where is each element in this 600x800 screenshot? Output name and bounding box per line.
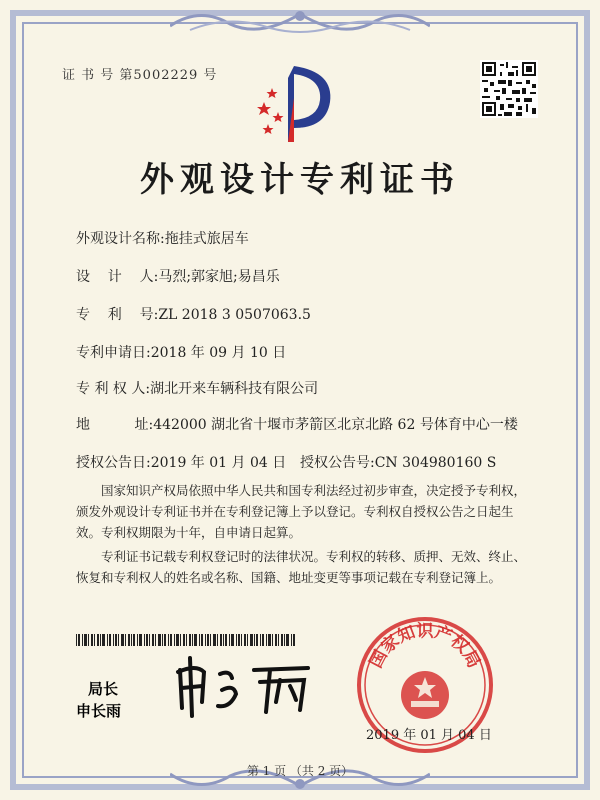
patent-office-logo-icon	[248, 58, 338, 148]
field-value: CN 304980160 S	[374, 455, 497, 471]
seal-date: 2019 年 01 月 04 日	[366, 728, 492, 743]
field-address	[76, 414, 518, 434]
top-ornament	[170, 4, 430, 38]
field-label: 授权公告号:	[300, 455, 375, 471]
field-value: 2018 年 09 月 10 日	[150, 345, 287, 361]
field-label: 专 利 权 人:	[76, 381, 151, 397]
director-title: 局长	[88, 680, 119, 698]
certificate-title: 外观设计专利证书	[140, 160, 460, 200]
field-value: 湖北开来车辆科技有限公司	[150, 381, 319, 397]
director-name: 申长雨	[76, 702, 122, 720]
field-grant-date	[76, 452, 286, 472]
certificate-number: 证 书 号 第5002229 号	[62, 68, 218, 83]
field-patent-number	[76, 304, 311, 324]
qr-code-icon	[480, 60, 538, 118]
field-designers	[76, 266, 280, 286]
field-filing-date	[76, 342, 286, 362]
notice-paragraph-1: 国家知识产权局依照中华人民共和国专利法经过初步审查，决定授予专利权，颁发外观设计专利证书并在专利登记簿上予以登记。专利权自授权公告之日起生效。专利权期限为十年，自申请日起算。	[76, 483, 527, 540]
field-value: 拖挂式旅居车	[164, 231, 249, 247]
notice-paragraph-2: 专利证书记载专利权登记时的法律状况。专利权的转移、质押、无效、终止、恢复和专利权人的姓名或名称、国籍、地址变更等事项记载在专利登记簿上。	[76, 549, 527, 585]
field-label: 授权公告日:	[76, 455, 151, 471]
barcode-icon	[76, 634, 296, 646]
director-signature-icon	[170, 650, 320, 720]
seal-text: 国家知识产权局	[366, 621, 484, 672]
field-value: 2019 年 01 月 04 日	[150, 455, 287, 471]
field-design-name	[76, 228, 249, 248]
field-label: 地 址:	[76, 417, 154, 433]
field-value: 马烈;郭家旭;易昌乐	[158, 269, 280, 285]
field-grant-number	[300, 452, 496, 472]
field-label: 专利申请日:	[76, 345, 151, 361]
field-label: 专 利 号:	[76, 307, 159, 323]
field-label: 设 计 人:	[76, 269, 159, 285]
field-value: 442000 湖北省十堰市茅箭区北京北路 62 号体育中心一楼	[153, 417, 518, 433]
field-label: 外观设计名称:	[76, 231, 165, 247]
field-value: ZL 2018 3 0507063.5	[158, 307, 311, 323]
page-number: 第 1 页 （共 2 页）	[246, 764, 354, 778]
field-patentee	[76, 378, 318, 398]
svg-text:国家知识产权局	[366, 621, 484, 671]
